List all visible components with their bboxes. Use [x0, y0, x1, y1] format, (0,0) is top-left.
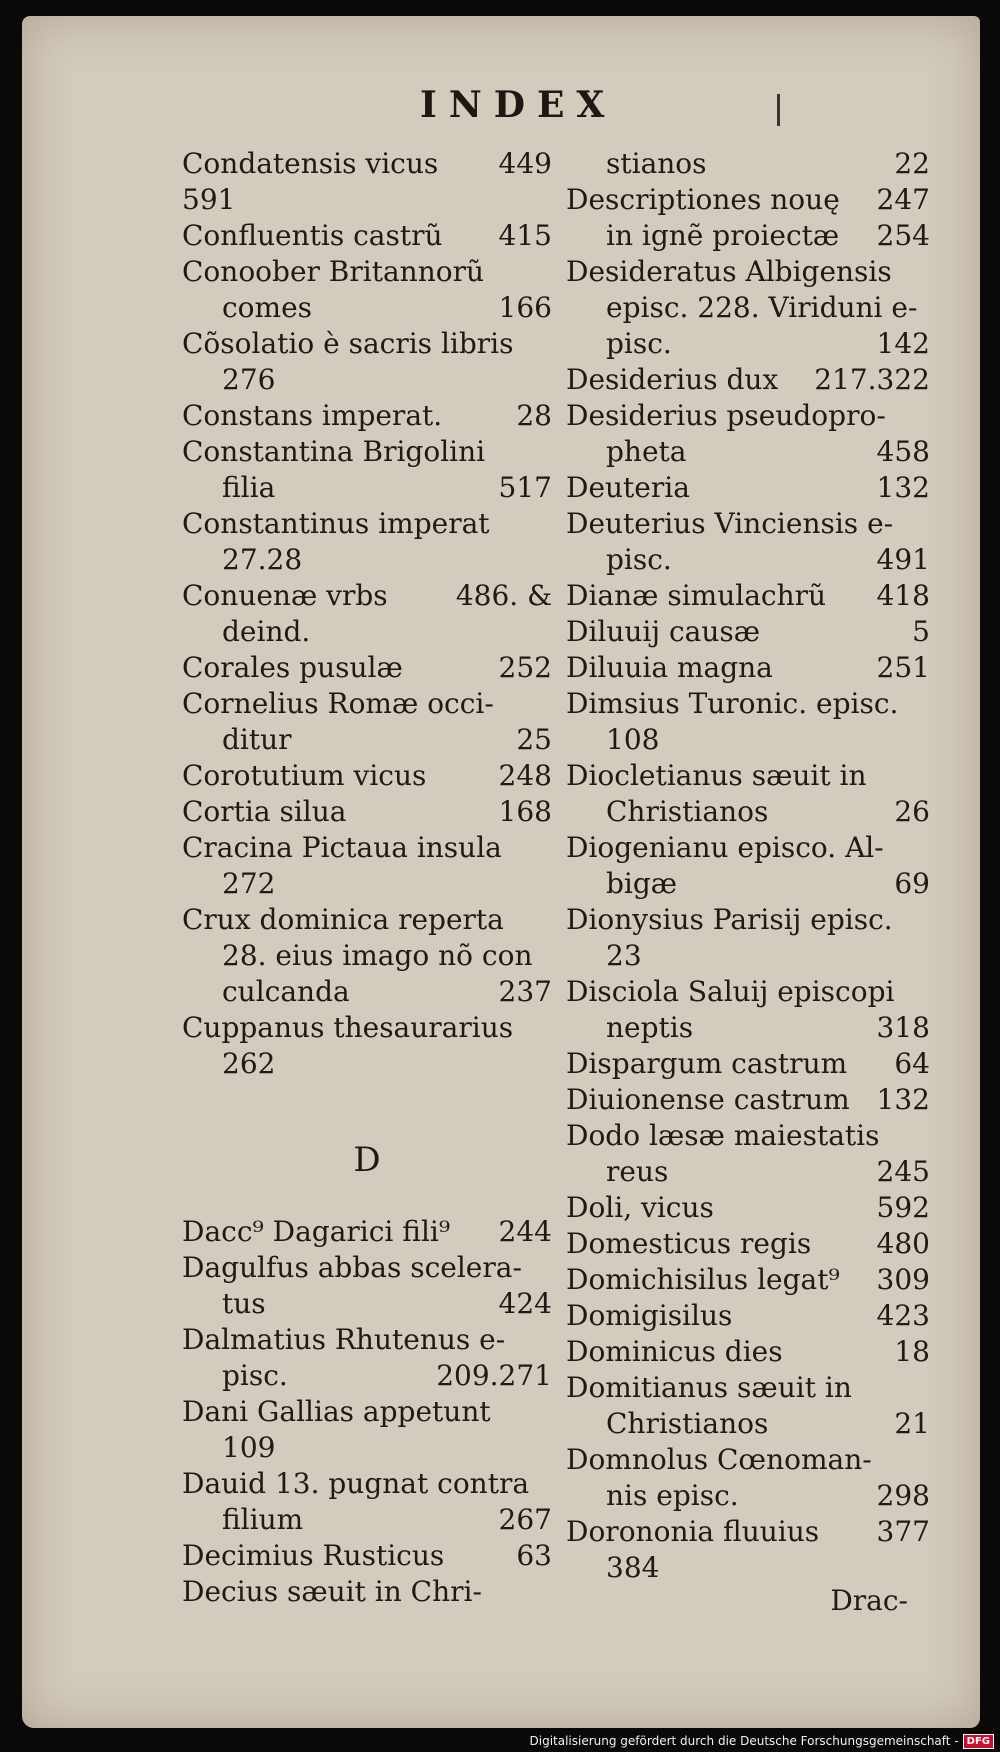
entries-d: [182, 1214, 552, 1610]
page-reference: 298: [876, 1479, 930, 1512]
entry-line: [566, 650, 930, 686]
page-reference: 318: [876, 1011, 930, 1044]
entry-line: [566, 866, 930, 902]
entries-c: [182, 146, 552, 1082]
entry-text: Cuppanus thesaurarius: [182, 1011, 514, 1044]
entry-text: Diogenianu episco. Al-: [566, 831, 884, 864]
entry-line: [182, 1214, 552, 1250]
entry-line: [566, 1226, 930, 1262]
page-reference: 26: [894, 795, 930, 828]
entry-text: 23: [606, 939, 642, 972]
entry-line: [566, 830, 930, 866]
page-reference: 592: [876, 1191, 930, 1224]
index-column-right: [566, 146, 930, 1586]
entry-text: Dianæ simulachrũ: [566, 579, 827, 612]
page-reference: 267: [498, 1503, 552, 1536]
entry-text: Desideratus Albigensis: [566, 255, 892, 288]
entry-line: [182, 686, 552, 722]
entry-line: [182, 830, 552, 866]
entry-text: Domesticus regis: [566, 1227, 812, 1260]
index-entry: [182, 686, 552, 758]
entry-line: [566, 470, 930, 506]
index-entry: [182, 1538, 552, 1574]
entry-text: Dimsius Turonic. episc.: [566, 687, 899, 720]
entry-line: [566, 218, 930, 254]
entry-line: [182, 146, 552, 182]
entry-text: ditur: [222, 723, 292, 756]
page-reference: 64: [894, 1047, 930, 1080]
entry-line: [182, 542, 552, 578]
entry-text: Constantinus imperat: [182, 507, 490, 540]
index-entry: [182, 1466, 552, 1538]
entry-text: filium: [222, 1503, 304, 1536]
index-entry: [566, 146, 930, 182]
entry-line: [566, 1118, 930, 1154]
page-reference: 244: [498, 1215, 552, 1248]
page-header: INDEX: [420, 84, 617, 126]
entry-text: Decius sæuit in Chri-: [182, 1575, 482, 1608]
entry-text: 108: [606, 723, 660, 756]
entry-text: Cracina Pictaua insula: [182, 831, 502, 864]
entry-line: [566, 1082, 930, 1118]
entry-text: Domigisilus: [566, 1299, 733, 1332]
index-entry: [182, 1214, 552, 1250]
page-reference: 132: [876, 471, 930, 504]
index-entry: [566, 398, 930, 470]
entry-text: Dauid 13. pugnat contra: [182, 1467, 530, 1500]
index-column-left: [182, 146, 552, 1610]
entry-line: [182, 326, 552, 362]
entry-line: [182, 362, 552, 398]
entry-line: [566, 434, 930, 470]
entry-line: [182, 1358, 552, 1394]
entry-text: stianos: [606, 147, 707, 180]
entry-line: [566, 542, 930, 578]
entry-text: 109: [222, 1431, 276, 1464]
entry-text: filia: [222, 471, 276, 504]
index-entry: [182, 902, 552, 1010]
page-reference: 309: [876, 1263, 930, 1296]
entry-line: [182, 1046, 552, 1082]
page-reference: 424: [498, 1287, 552, 1320]
entry-line: [566, 506, 930, 542]
entry-line: [566, 1334, 930, 1370]
entry-text: culcanda: [222, 975, 350, 1008]
index-entry: [566, 758, 930, 830]
entry-text: Dani Gallias appetunt: [182, 1395, 491, 1428]
page-reference: 18: [894, 1335, 930, 1368]
index-entry: [566, 470, 930, 506]
page-reference: 63: [516, 1539, 552, 1572]
index-entry: [566, 902, 930, 974]
entry-line: [182, 578, 552, 614]
entry-line: [182, 1394, 552, 1430]
entry-line: [182, 1466, 552, 1502]
index-entry: [566, 1082, 930, 1118]
index-entry: [566, 1262, 930, 1298]
entry-text: Doli, vicus: [566, 1191, 714, 1224]
page-reference: 251: [876, 651, 930, 684]
entry-line: [566, 182, 930, 218]
entry-text: Dagulfus abbas scelera-: [182, 1251, 522, 1284]
index-entry: [566, 974, 930, 1046]
index-entry: [182, 326, 552, 398]
entry-line: [566, 938, 930, 974]
entry-line: [182, 1430, 552, 1466]
entry-line: [182, 506, 552, 542]
entry-line: [566, 254, 930, 290]
entry-line: [566, 1406, 930, 1442]
index-entry: [566, 1190, 930, 1226]
entry-text: episc. 228. Viriduni e-: [606, 291, 918, 324]
entry-text: Christianos: [606, 795, 769, 828]
entry-line: [182, 182, 552, 218]
index-entry: [182, 506, 552, 578]
entry-line: [182, 1286, 552, 1322]
index-entry: [566, 182, 930, 254]
index-entry: [566, 1118, 930, 1190]
dfg-logo: DFG: [963, 1734, 994, 1749]
index-entry: [566, 362, 930, 398]
page-reference: 486. &: [455, 579, 552, 612]
entry-text: Constans imperat.: [182, 399, 443, 432]
page-reference: 28: [516, 399, 552, 432]
entry-text: 262: [222, 1047, 276, 1080]
catchword: Drac-: [830, 1584, 908, 1617]
entry-line: [566, 794, 930, 830]
entry-line: [182, 866, 552, 902]
entry-line: [182, 722, 552, 758]
entry-line: [182, 650, 552, 686]
entry-line: [566, 1010, 930, 1046]
page-reference: 21: [894, 1407, 930, 1440]
entry-text: deind.: [222, 615, 311, 648]
page-reference: 254: [876, 219, 930, 252]
page-reference: 132: [876, 1083, 930, 1116]
entry-text: Desiderius dux: [566, 363, 779, 396]
index-entry: [182, 1322, 552, 1394]
entry-text: Dispargum castrum: [566, 1047, 848, 1080]
entry-text: nis episc.: [606, 1479, 739, 1512]
entry-text: Dominicus dies: [566, 1335, 783, 1368]
entry-line: [182, 938, 552, 974]
index-entry: [182, 434, 552, 506]
entry-line: [182, 902, 552, 938]
page-reference: 480: [876, 1227, 930, 1260]
entry-text: tus: [222, 1287, 266, 1320]
entry-line: [566, 1550, 930, 1586]
entries-d-continued: [566, 146, 930, 1586]
entry-line: [182, 1250, 552, 1286]
entry-text: Conoober Britannorũ: [182, 255, 485, 288]
index-entry: [182, 578, 552, 650]
page-reference: 168: [498, 795, 552, 828]
entry-line: [566, 686, 930, 722]
entry-line: [182, 290, 552, 326]
entry-line: [566, 1046, 930, 1082]
index-entry: [182, 1250, 552, 1322]
index-entry: [566, 1514, 930, 1586]
index-entry: [566, 254, 930, 362]
page-reference: 69: [894, 867, 930, 900]
entry-line: [566, 1514, 930, 1550]
entry-line: [566, 1190, 930, 1226]
entry-text: Cornelius Romæ occi-: [182, 687, 494, 720]
entry-text: Confluentis castrũ: [182, 219, 443, 252]
entry-text: Diluuij causæ: [566, 615, 761, 648]
entry-text: Condatensis vicus: [182, 147, 439, 180]
page-reference: 418: [876, 579, 930, 612]
entry-text: Conuenæ vrbs: [182, 579, 388, 612]
index-entry: [566, 614, 930, 650]
entry-text: Crux dominica reperta: [182, 903, 504, 936]
entry-line: [566, 1478, 930, 1514]
page-reference: 217.322: [814, 363, 930, 396]
entry-text: Diuionense castrum: [566, 1083, 850, 1116]
entry-line: [182, 1538, 552, 1574]
page-reference: 237: [498, 975, 552, 1008]
entry-text: pisc.: [222, 1359, 288, 1392]
entry-line: [182, 974, 552, 1010]
page-reference: 5: [912, 615, 930, 648]
entry-line: [566, 578, 930, 614]
entry-text: Domitianus sæuit in: [566, 1371, 852, 1404]
index-entry: [182, 1394, 552, 1466]
entry-text: comes: [222, 291, 313, 324]
entry-text: Christianos: [606, 1407, 769, 1440]
entry-text: Cõsolatio è sacris libris: [182, 327, 514, 360]
page-reference: 209.271: [436, 1359, 552, 1392]
entry-text: Diluuia magna: [566, 651, 773, 684]
index-entry: [182, 1010, 552, 1082]
entry-line: [182, 398, 552, 434]
entry-line: [182, 254, 552, 290]
page-reference: 247: [876, 183, 930, 216]
index-entry: [566, 1370, 930, 1442]
entry-line: [566, 1298, 930, 1334]
entry-text: Deuterius Vinciensis e-: [566, 507, 894, 540]
entry-text: Descriptiones nouę: [566, 183, 840, 216]
entry-text: Domichisilus legat⁹: [566, 1263, 840, 1296]
page-reference: 491: [876, 543, 930, 576]
index-entry: [182, 146, 552, 218]
entry-text: 28. eius imago nõ con: [222, 939, 533, 972]
entry-text: Corotutium vicus: [182, 759, 427, 792]
page-reference: 25: [516, 723, 552, 756]
entry-line: [566, 974, 930, 1010]
index-entry: [566, 1334, 930, 1370]
page-reference: 22: [894, 147, 930, 180]
entry-line: [566, 902, 930, 938]
entry-line: [182, 1502, 552, 1538]
footer-text: Digitalisierung gefördert durch die Deutsche Forschungsgemeinschaft -: [529, 1734, 959, 1748]
entry-line: [566, 398, 930, 434]
entry-line: [566, 290, 930, 326]
entry-line: [566, 146, 930, 182]
index-entry: [566, 686, 930, 758]
digitization-footer: [530, 1732, 995, 1750]
index-entry: [566, 1226, 930, 1262]
entry-text: pisc.: [606, 327, 672, 360]
entry-text: Cortia silua: [182, 795, 347, 828]
entry-text: Corales pusulæ: [182, 651, 403, 684]
page-reference: 458: [876, 435, 930, 468]
entry-text: Dalmatius Rhutenus e-: [182, 1323, 506, 1356]
page-reference: 248: [498, 759, 552, 792]
entry-text: bigæ: [606, 867, 678, 900]
entry-line: [566, 1370, 930, 1406]
index-entry: [182, 254, 552, 326]
entry-line: [182, 1010, 552, 1046]
index-entry: [182, 758, 552, 794]
entry-text: Dionysius Parisij episc.: [566, 903, 893, 936]
entry-text: Deuteria: [566, 471, 690, 504]
entry-text: Dacc⁹ Dagarici fili⁹: [182, 1215, 451, 1248]
entry-text: in ignẽ proiectæ: [606, 219, 840, 252]
entry-line: [566, 362, 930, 398]
page-reference: 377: [876, 1515, 930, 1548]
index-entry: [566, 1442, 930, 1514]
index-entry: [182, 830, 552, 902]
entry-text: 27.28: [222, 543, 303, 576]
margin-mark: [777, 94, 780, 126]
index-entry: [566, 1046, 930, 1082]
entry-line: [182, 794, 552, 830]
entry-text: Domnolus Cœnoman-: [566, 1443, 872, 1476]
entry-text: neptis: [606, 1011, 694, 1044]
entry-text: pisc.: [606, 543, 672, 576]
entry-text: Disciola Saluij episcopi: [566, 975, 895, 1008]
entry-text: pheta: [606, 435, 687, 468]
index-entry: [182, 650, 552, 686]
index-entry: [182, 398, 552, 434]
entry-text: Desiderius pseudopro-: [566, 399, 886, 432]
page-reference: 415: [498, 219, 552, 252]
index-entry: [182, 1574, 552, 1610]
entry-line: [566, 614, 930, 650]
entry-line: [182, 470, 552, 506]
page-reference: 252: [498, 651, 552, 684]
page-reference: 423: [876, 1299, 930, 1332]
book-page: [22, 16, 980, 1728]
page-reference: 517: [498, 471, 552, 504]
page-reference: 166: [498, 291, 552, 324]
entry-line: [566, 722, 930, 758]
entry-text: 276: [222, 363, 276, 396]
entry-line: [566, 1442, 930, 1478]
entry-text: 384: [606, 1551, 660, 1584]
section-letter: D: [353, 1140, 381, 1180]
index-entry: [182, 794, 552, 830]
index-entry: [566, 650, 930, 686]
catchword-line: [544, 1584, 908, 1620]
entry-line: [182, 614, 552, 650]
index-entry: [566, 830, 930, 902]
entry-text: Dodo læsæ maiestatis: [566, 1119, 880, 1152]
entry-line: [566, 1262, 930, 1298]
entry-line: [182, 758, 552, 794]
index-entry: [182, 218, 552, 254]
entry-text: 272: [222, 867, 276, 900]
entry-text: Constantina Brigolini: [182, 435, 486, 468]
entry-line: [182, 434, 552, 470]
entry-text: Decimius Rusticus: [182, 1539, 445, 1572]
entry-text: Dorononia fluuius: [566, 1515, 820, 1548]
index-entry: [566, 578, 930, 614]
index-entry: [566, 506, 930, 578]
entry-line: [566, 758, 930, 794]
index-entry: [566, 1298, 930, 1334]
entry-line: [182, 1322, 552, 1358]
entry-line: [182, 1574, 552, 1610]
page-reference: 142: [876, 327, 930, 360]
entry-text: 591: [182, 183, 236, 216]
entry-line: [182, 218, 552, 254]
entry-text: reus: [606, 1155, 669, 1188]
page-reference: 245: [876, 1155, 930, 1188]
page-reference: 449: [498, 147, 552, 180]
entry-text: Diocletianus sæuit in: [566, 759, 867, 792]
entry-line: [566, 1154, 930, 1190]
entry-line: [566, 326, 930, 362]
